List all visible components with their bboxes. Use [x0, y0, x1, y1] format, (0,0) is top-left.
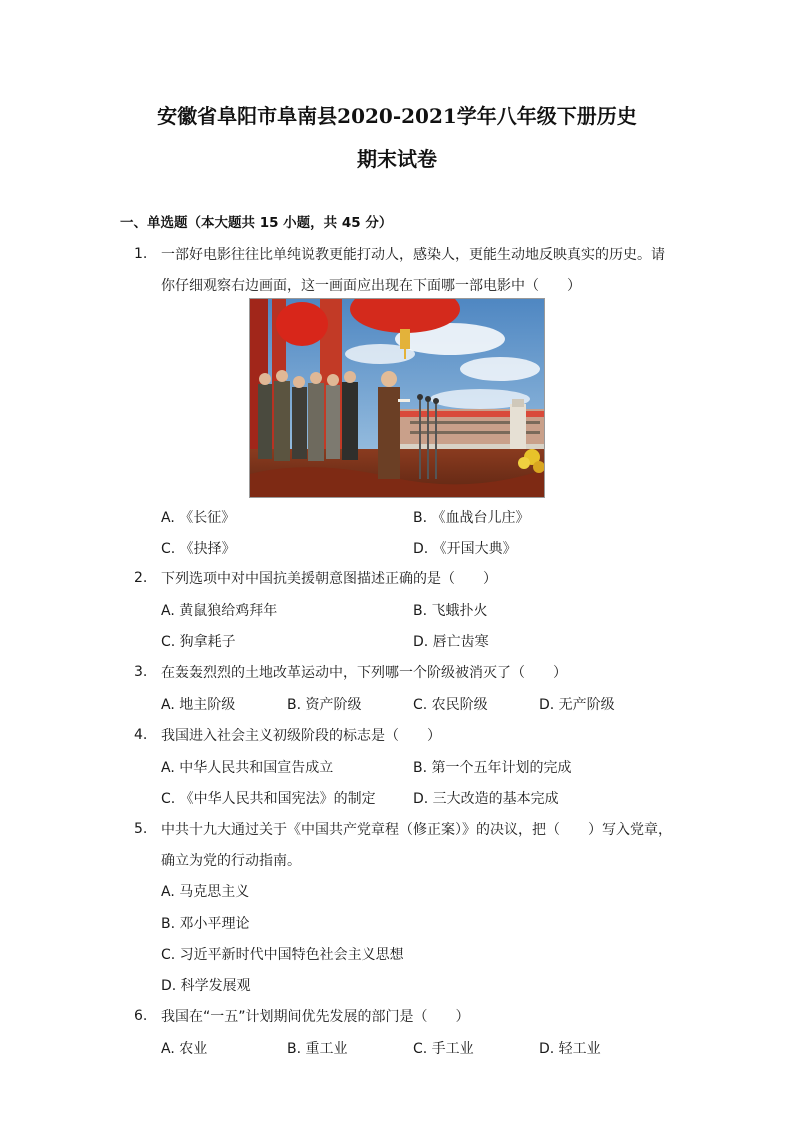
option-d[interactable]: D. 唇亡齿寒 [413, 634, 489, 650]
option-d[interactable]: D. 无产阶级 [539, 697, 615, 713]
option-c[interactable]: C. 习近平新时代中国特色社会主义思想 [161, 947, 404, 963]
option-a[interactable]: A. 马克思主义 [161, 884, 250, 900]
option-c[interactable]: C. 手工业 [413, 1041, 474, 1057]
question-number: 3. [134, 664, 148, 680]
option-a[interactable]: A. 黄鼠狼给鸡拜年 [161, 603, 278, 619]
question-stem: 一部好电影往往比单纯说教更能打动人，感染人，更能生动地反映真实的历史。请 [161, 247, 665, 263]
question-number: 1. [134, 246, 148, 262]
option-c[interactable]: C. 《中华人民共和国宪法》的制定 [161, 791, 376, 807]
option-d[interactable]: D. 《开国大典》 [413, 541, 517, 557]
option-b[interactable]: B. 飞蛾扑火 [413, 603, 488, 619]
exam-title-line-1: 安徽省阜阳市阜南县2020-2021学年八年级下册历史 [157, 104, 637, 128]
founding-ceremony-painting [249, 298, 545, 498]
option-b[interactable]: B. 重工业 [287, 1041, 348, 1057]
question-stem: 中共十九大通过关于《中国共产党章程（修正案）》的决议，把（ ）写入党章， [161, 822, 672, 838]
exam-title-line-2: 期末试卷 [357, 147, 437, 171]
option-c[interactable]: C. 《抉择》 [161, 541, 236, 557]
option-b[interactable]: B. 第一个五年计划的完成 [413, 760, 572, 776]
question-stem: 你仔细观察右边画面，这一画面应出现在下面哪一部电影中（ ） [161, 278, 581, 294]
section-heading: 一、单选题（本大题共 15 小题，共 45 分） [120, 215, 393, 231]
question-number: 6. [134, 1008, 148, 1024]
question-stem: 我国在“一五”计划期间优先发展的部门是（ ） [161, 1009, 470, 1025]
question-stem: 我国进入社会主义初级阶段的标志是（ ） [161, 728, 441, 744]
option-b[interactable]: B. 《血战台儿庄》 [413, 510, 530, 526]
question-stem: 下列选项中对中国抗美援朝意图描述正确的是（ ） [161, 571, 497, 587]
question-stem: 在轰轰烈烈的土地改革运动中，下列哪一个阶级被消灭了（ ） [161, 665, 567, 681]
question-number: 4. [134, 727, 148, 743]
option-b[interactable]: B. 邓小平理论 [161, 916, 250, 932]
option-d[interactable]: D. 科学发展观 [161, 978, 251, 994]
question-stem: 确立为党的行动指南。 [161, 853, 301, 869]
question-number: 2. [134, 570, 148, 586]
option-b[interactable]: B. 资产阶级 [287, 697, 362, 713]
option-c[interactable]: C. 狗拿耗子 [161, 634, 236, 650]
option-a[interactable]: A. 农业 [161, 1041, 208, 1057]
option-d[interactable]: D. 三大改造的基本完成 [413, 791, 559, 807]
option-a[interactable]: A. 中华人民共和国宣告成立 [161, 760, 334, 776]
option-a[interactable]: A. 地主阶级 [161, 697, 236, 713]
painting-illustration [250, 299, 545, 498]
option-d[interactable]: D. 轻工业 [539, 1041, 601, 1057]
option-c[interactable]: C. 农民阶级 [413, 697, 488, 713]
option-a[interactable]: A. 《长征》 [161, 510, 236, 526]
question-number: 5. [134, 821, 148, 837]
